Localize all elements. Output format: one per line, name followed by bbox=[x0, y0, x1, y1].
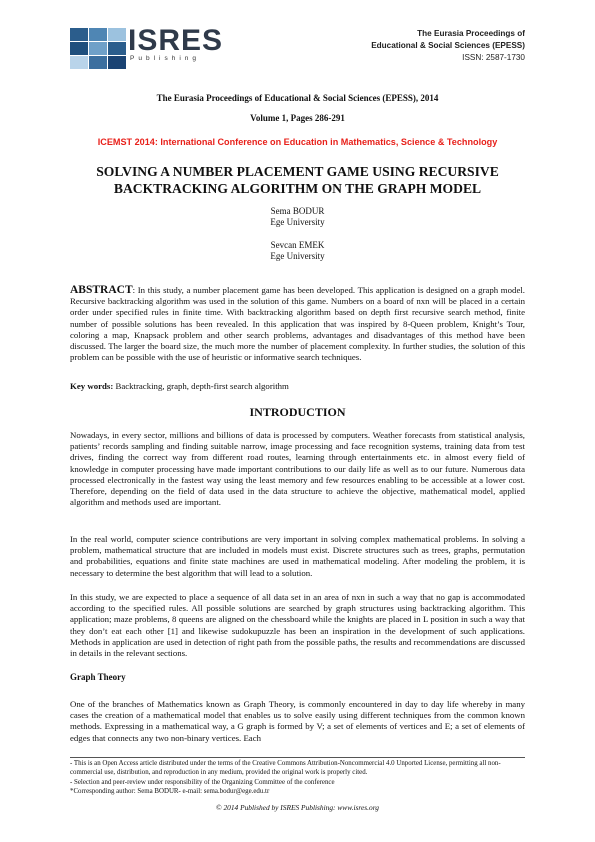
footnote-review: - Selection and peer-review under responsibility of the Organizing Committee of the conference bbox=[70, 778, 335, 786]
footnotes bbox=[70, 759, 525, 797]
logo-name: ISRES bbox=[128, 24, 224, 57]
introduction-paragraph-2: In the real world, computer science contributions are very important in solving complex mathematical problems. In solving a problem, mathematical structure that are included in models must exist. Discrete structures such as trees, graphs, permutation and probabilities, equations and finite state machines are used in mathematical modeling. After modeling the problem, it is necessary to determine the best algorithm that will lead to a solution. bbox=[70, 534, 525, 578]
author-2-affiliation: Ege University bbox=[270, 251, 325, 261]
journal-header-line2: Educational & Social Sciences (EPESS) bbox=[371, 41, 525, 50]
logo-tile bbox=[108, 28, 126, 41]
author-1-affiliation: Ege University bbox=[270, 217, 325, 227]
logo-tile bbox=[89, 56, 107, 69]
abstract-text: : In this study, a number placement game has been developed. This application is designed on a graph model. Recursive backtracking algorithm was used in the solution of this game. Numbers on a board of nxn will be placed in a certain order under specified rules in finite time. With backtracking algorithm based on depth first recursive search method, finite number of possible solutions has been revealed. In this application that was inspired by 8-Queen problem, Knight’s Tour, coloring a map, Knapsack problem and other search problems, advantages and disadvantages of this method have been discussed. The larger the board size, the much more the number of placement complexity. In further studies, the solution of this problem can be possible with the use of heuristic or informative search techniques. bbox=[70, 285, 525, 363]
keywords bbox=[70, 381, 289, 391]
logo-tile bbox=[70, 56, 88, 69]
footnote-corresponding: *Corresponding author: Sema BODUR- e-mail: sema.bodur@ege.edu.tr bbox=[70, 788, 270, 796]
abstract-label: ABSTRACT bbox=[70, 284, 133, 296]
abstract bbox=[70, 285, 525, 363]
logo-subtitle: Publishing bbox=[130, 55, 200, 62]
footnote-license: - This is an Open Access article distributed under the terms of the Creative Commons Attribution-Noncommercial 4.0 Unported License, permitting all non-commercial use, distribution, and reproduction in any medium, provided the original work is properly cited. bbox=[70, 760, 501, 777]
proceedings-line: The Eurasia Proceedings of Educational & Social Sciences (EPESS), 2014 bbox=[156, 93, 439, 103]
footnote-divider bbox=[70, 757, 525, 758]
author-1-name: Sema BODUR bbox=[270, 206, 325, 216]
logo-tiles bbox=[70, 28, 126, 68]
author-1 bbox=[70, 206, 525, 228]
journal-issn: ISSN: 2587-1730 bbox=[462, 53, 525, 62]
introduction-paragraph-3: In this study, we are expected to place a sequence of all data set in an area of nxn in such a way that no gap is accommodated according to the specified rules. All possible solutions are searched by graph structures using backtracking algorithm. This application; maze problems, 8 queens are aligned on the chessboard while the knights are placed in L position in such a way that they don’t eat each other [1] and likewise sudokupuzzle has been an inspiration in the development of such applications. Methods in application are used in detection of right path from the possible paths, the results and recommendations are discussed in details in the relevant sections. bbox=[70, 592, 525, 659]
journal-header bbox=[371, 28, 525, 64]
author-2 bbox=[70, 240, 525, 262]
keywords-text: Backtracking, graph, depth-first search algorithm bbox=[113, 381, 289, 391]
logo-tile bbox=[70, 42, 88, 55]
author-2-name: Sevcan EMEK bbox=[270, 240, 325, 250]
logo-tile bbox=[70, 28, 88, 41]
paper-title: SOLVING A NUMBER PLACEMENT GAME USING RECURSIVE BACKTRACKING ALGORITHM ON THE GRAPH MODEL bbox=[96, 164, 499, 196]
introduction-heading: INTRODUCTION bbox=[249, 405, 346, 419]
isres-logo bbox=[70, 24, 250, 68]
conference-line: ICEMST 2014: International Conference on Education in Mathematics, Science & Technology bbox=[97, 137, 498, 147]
copyright-line: © 2014 Published by ISRES Publishing: www.isres.org bbox=[215, 803, 379, 812]
logo-tile bbox=[89, 42, 107, 55]
graph-theory-paragraph-1: One of the branches of Mathematics known as Graph Theory, is commonly encountered in day to day life whereby in many cases the creation of a mathematical model that enables us to solve easily using different techniques from the common known methods. Expressing in a mathematical way, a G graph is formed by V; a set of elements of vertices and E; a set of elements of edges that connects any two non-binary vertices. Each bbox=[70, 699, 525, 743]
keywords-label: Key words: bbox=[70, 381, 114, 391]
introduction-paragraph-1: Nowadays, in every sector, millions and billions of data is processed by computers. Weather forecasts from statistical analysis, patients’ records sampling and finding suitable narrow, image processing and face recognition systems, training data from test drives, finding the correct way from different road routes, learning through entertainments etc. in almost every field of knowledge in computer processing have made important contributions to our daily life as well as to our future. Numerous data processed electronically in the fastest way using the least memory and few resources enabling to be accessible at a lower cost. Therefore, depending on the field of data used in the data structure to achieve the objective, mathematical model, applied algorithm and methods used are important. bbox=[70, 430, 525, 508]
journal-header-line1: The Eurasia Proceedings of bbox=[417, 29, 525, 38]
logo-tile bbox=[108, 42, 126, 55]
logo-tile bbox=[89, 28, 107, 41]
volume-line: Volume 1, Pages 286-291 bbox=[250, 113, 345, 123]
logo-tile bbox=[108, 56, 126, 69]
graph-theory-heading: Graph Theory bbox=[70, 672, 126, 682]
